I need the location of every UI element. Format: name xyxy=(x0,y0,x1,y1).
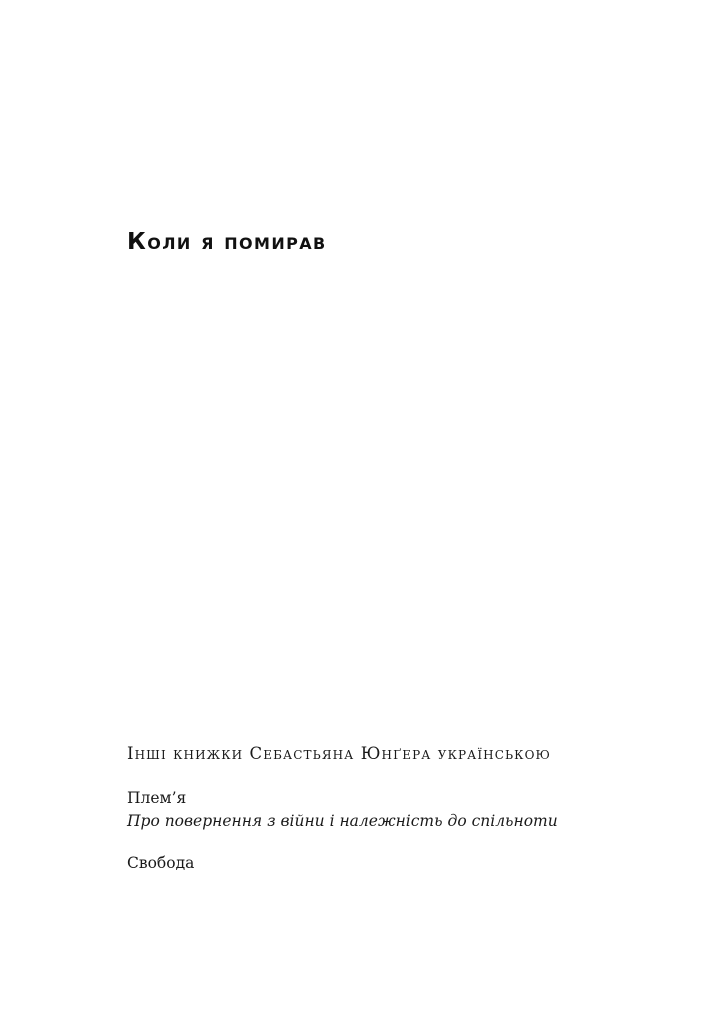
book-title: Свобода xyxy=(127,854,195,872)
book-item-freedom xyxy=(127,852,687,875)
half-title: Коли я помирав xyxy=(127,229,327,255)
book-item-tribe xyxy=(127,787,687,833)
other-books-heading: Інші книжки Себастьяна Юнґера українською xyxy=(127,744,551,763)
other-books-section xyxy=(127,742,687,875)
book-subtitle: Про повернення з війни і належність до спільноти xyxy=(127,812,558,830)
book-list xyxy=(127,787,687,875)
book-title: Плем’я xyxy=(127,789,187,807)
